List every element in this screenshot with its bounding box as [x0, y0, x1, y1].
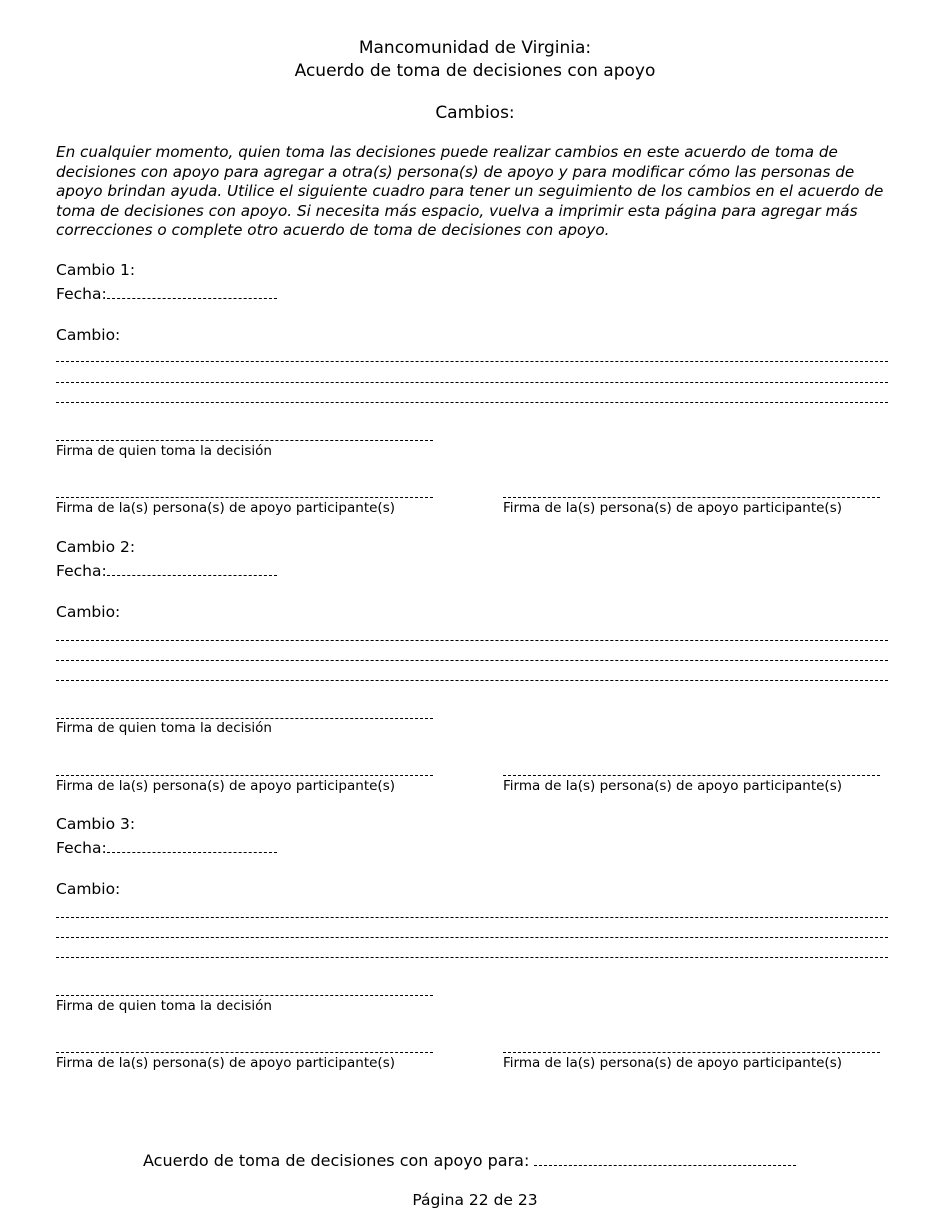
change-1-supporter-signature-line-right[interactable]: [503, 497, 880, 498]
change-1-decision-maker-signature-caption: Firma de quien toma la decisión: [56, 443, 272, 459]
change-1-text-line[interactable]: [56, 382, 888, 383]
change-1-heading: Cambio 1:: [56, 261, 136, 279]
header-line-2: Acuerdo de toma de decisiones con apoyo: [294, 61, 656, 81]
change-2-date-label: Fecha:: [56, 562, 107, 580]
change-3-supporter-signature-caption-left: Firma de la(s) persona(s) de apoyo participante(s): [56, 1055, 395, 1071]
change-3-supporter-signature-line-right[interactable]: [503, 1052, 880, 1053]
change-3-text-line[interactable]: [56, 917, 888, 918]
change-2-change-label: Cambio:: [56, 603, 121, 621]
header-line-1: Mancomunidad de Virginia:: [358, 38, 592, 58]
change-3-text-line[interactable]: [56, 957, 888, 958]
change-1-text-line[interactable]: [56, 402, 888, 403]
change-3-text-line[interactable]: [56, 937, 888, 938]
change-1-text-line[interactable]: [56, 361, 888, 362]
footer-agreement-name-field[interactable]: [534, 1151, 796, 1166]
change-3-heading: Cambio 3:: [56, 815, 136, 833]
change-3-date-label: Fecha:: [56, 839, 107, 857]
change-2-text-line[interactable]: [56, 680, 888, 681]
change-1-change-label: Cambio:: [56, 326, 121, 344]
change-3-date-field[interactable]: [107, 838, 277, 853]
change-1-supporter-signature-line-left[interactable]: [56, 497, 433, 498]
change-3-supporter-signature-caption-right: Firma de la(s) persona(s) de apoyo participante(s): [503, 1055, 842, 1071]
change-1-decision-maker-signature-line[interactable]: [56, 440, 433, 441]
change-2-supporter-signature-line-right[interactable]: [503, 775, 880, 776]
change-1-date-label: Fecha:: [56, 285, 107, 303]
change-2-supporter-signature-caption-right: Firma de la(s) persona(s) de apoyo participante(s): [503, 778, 842, 794]
section-title: Cambios:: [435, 103, 515, 123]
change-2-supporter-signature-line-left[interactable]: [56, 775, 433, 776]
change-3-date-row: [56, 838, 277, 857]
change-2-date-field[interactable]: [107, 561, 277, 576]
change-3-decision-maker-signature-caption: Firma de quien toma la decisión: [56, 998, 272, 1014]
page-number: Página 22 de 23: [412, 1191, 538, 1209]
change-1-date-row: [56, 284, 277, 303]
change-2-decision-maker-signature-line[interactable]: [56, 718, 433, 719]
change-1-supporter-signature-caption-left: Firma de la(s) persona(s) de apoyo participante(s): [56, 500, 395, 516]
footer-agreement-row: [143, 1151, 796, 1170]
change-3-change-label: Cambio:: [56, 880, 121, 898]
change-2-heading: Cambio 2:: [56, 538, 136, 556]
change-2-text-line[interactable]: [56, 660, 888, 661]
change-2-date-row: [56, 561, 277, 580]
intro-paragraph: En cualquier momento, quien toma las decisiones puede realizar cambios en este acuerdo de toma de decisiones con apoyo para agregar a otra(s) persona(s) de apoyo y para modificar cómo las personas de apoyo brindan ayuda. Utilice el siguiente cuadro para tener un seguimiento de los cambios en el acuerdo de toma de decisiones con apoyo. Si necesita más espacio, vuelva a imprimir esta página para agregar más correcciones o complete otro acuerdo de toma de decisiones con apoyo.: [56, 143, 884, 240]
change-3-decision-maker-signature-line[interactable]: [56, 995, 433, 996]
change-1-date-field[interactable]: [107, 284, 277, 299]
change-2-text-line[interactable]: [56, 640, 888, 641]
change-1-supporter-signature-caption-right: Firma de la(s) persona(s) de apoyo participante(s): [503, 500, 842, 516]
change-2-supporter-signature-caption-left: Firma de la(s) persona(s) de apoyo participante(s): [56, 778, 395, 794]
footer-agreement-label: Acuerdo de toma de decisiones con apoyo para:: [143, 1151, 530, 1170]
change-3-supporter-signature-line-left[interactable]: [56, 1052, 433, 1053]
change-2-decision-maker-signature-caption: Firma de quien toma la decisión: [56, 720, 272, 736]
